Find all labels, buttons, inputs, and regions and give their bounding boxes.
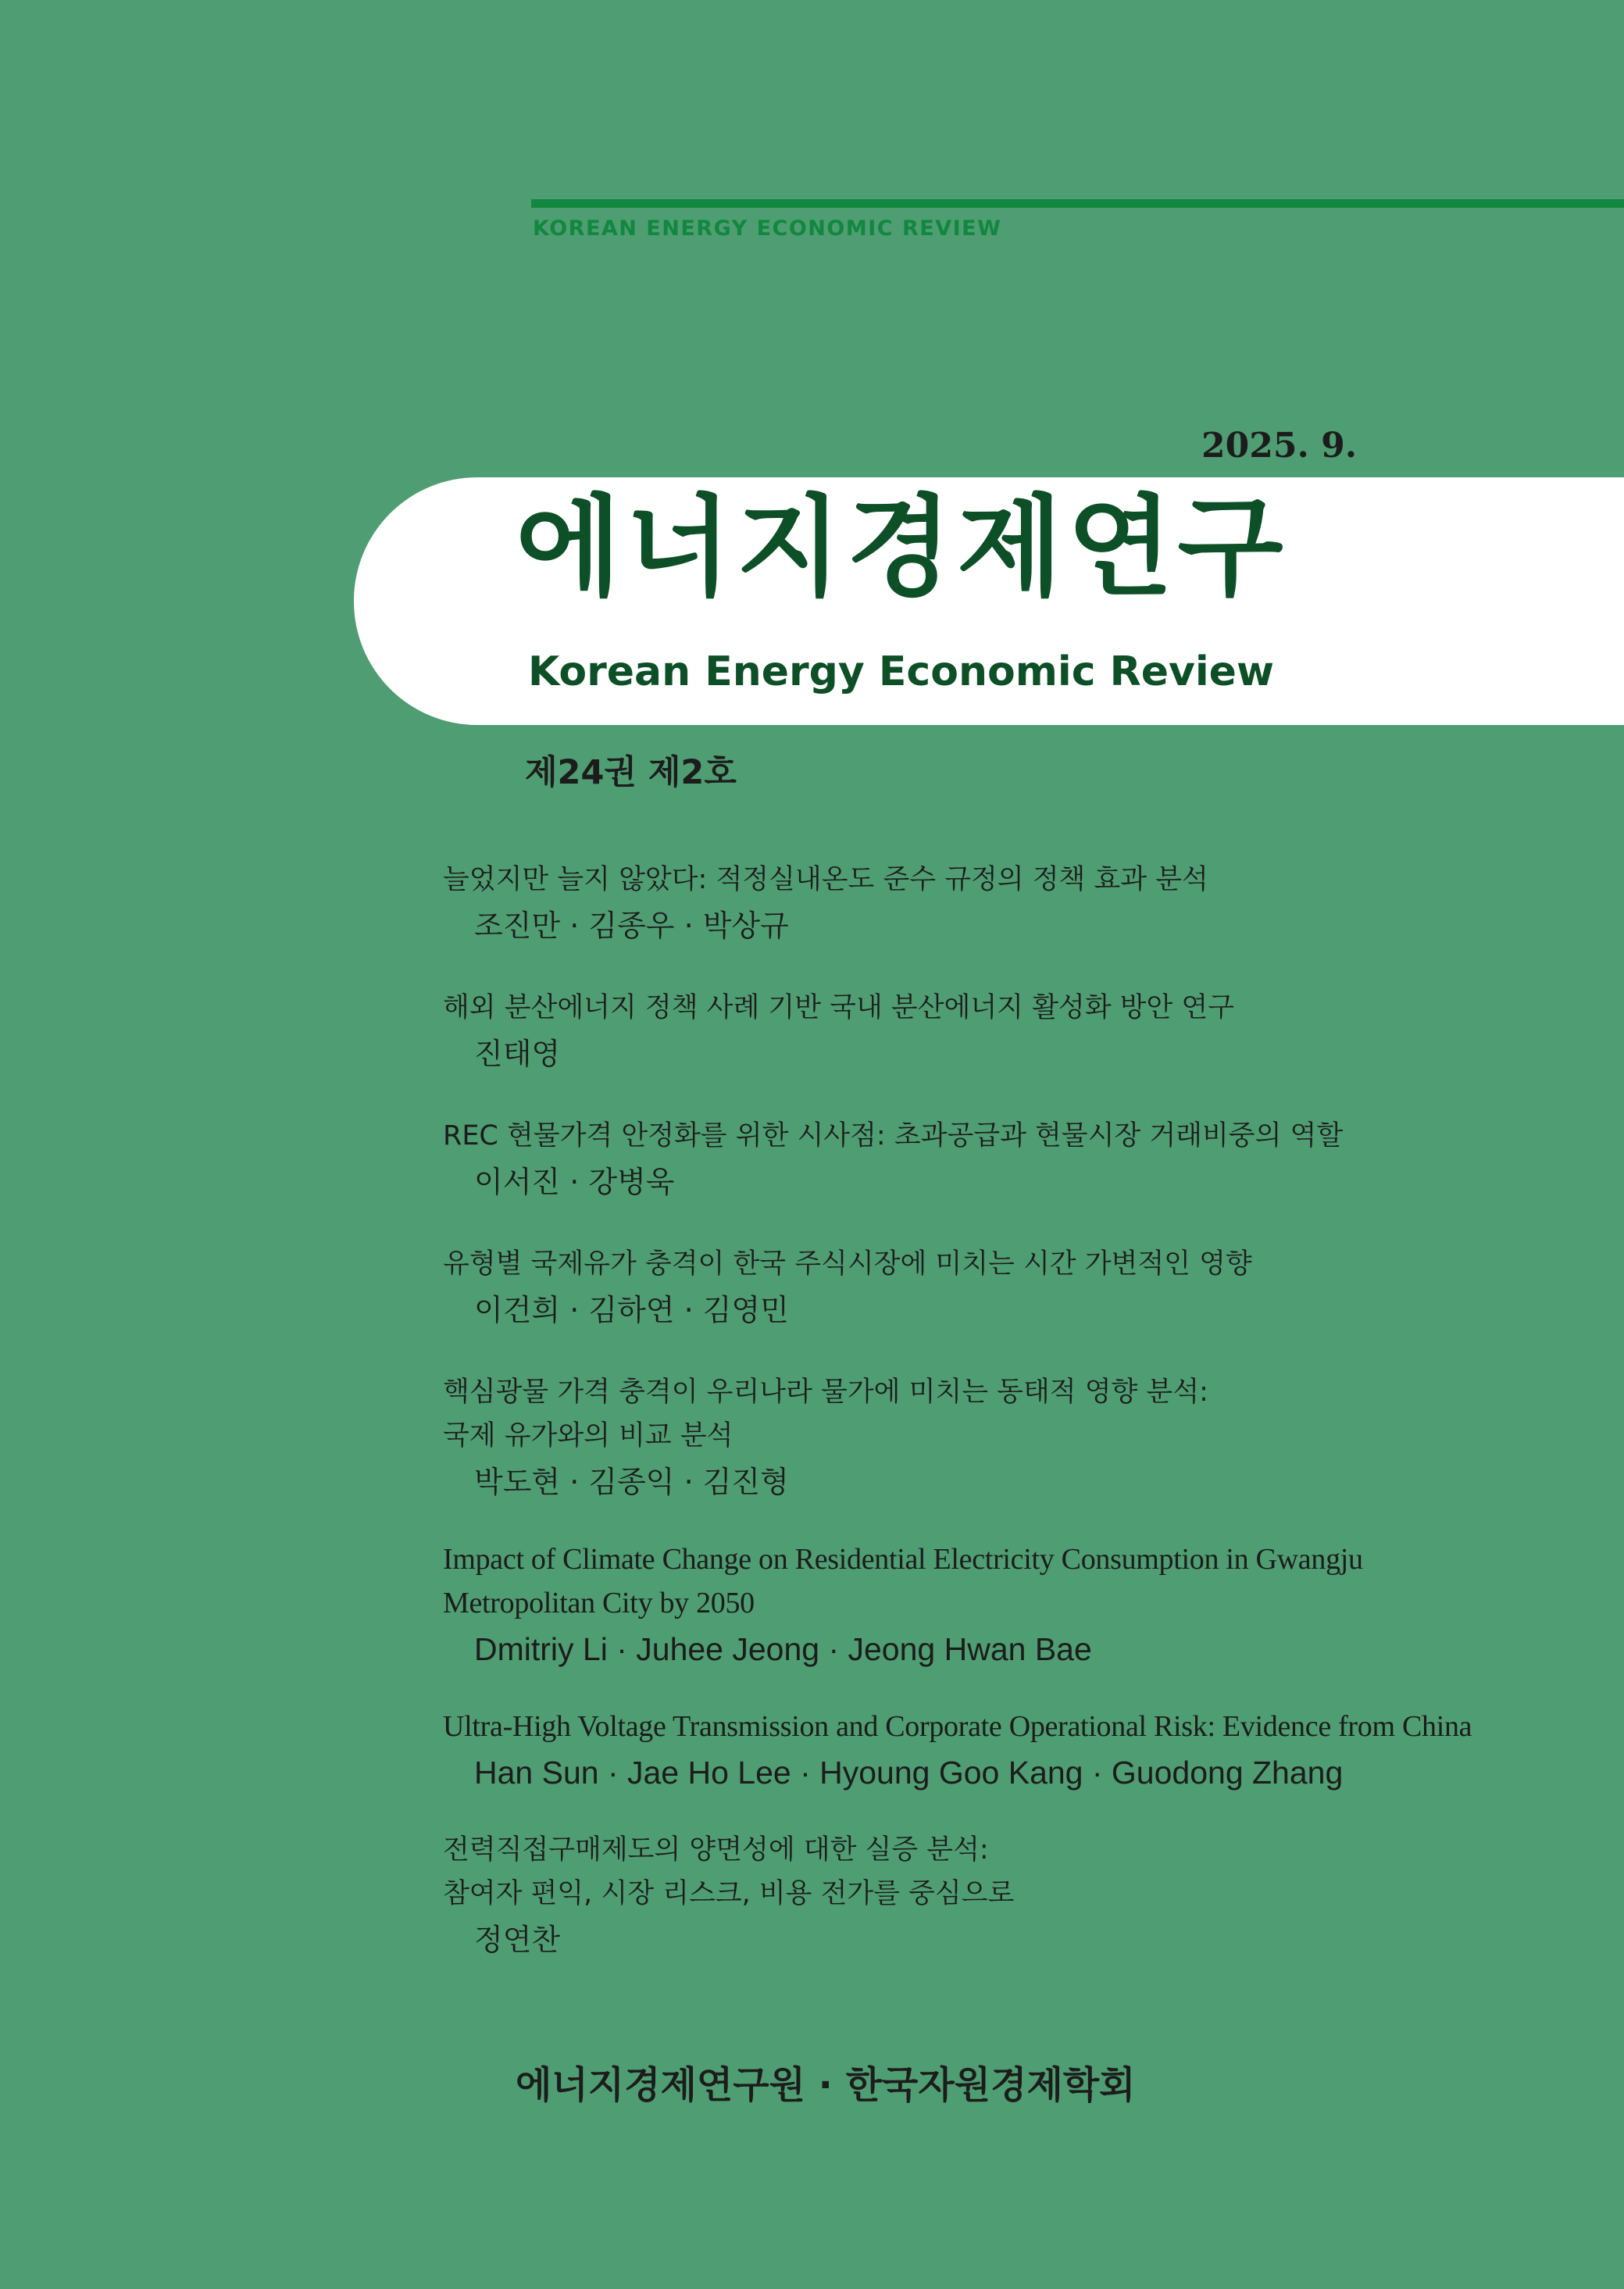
article-title-line-2: 참여자 편익, 시장 리스크, 비용 전가를 중심으로 bbox=[443, 1878, 1015, 1909]
article-7 bbox=[443, 1705, 1599, 1797]
top-accent-rule bbox=[531, 199, 1624, 208]
article-title-line-2: Metropolitan City by 2050 bbox=[443, 1587, 755, 1619]
article-5 bbox=[443, 1370, 1599, 1506]
article-6 bbox=[443, 1537, 1599, 1673]
publisher: 에너지경제연구원 · 한국자원경제학회 bbox=[516, 2063, 1136, 2107]
article-authors: 이건희 · 김하연 · 김영민 bbox=[474, 1293, 789, 1327]
article-title: 해외 분산에너지 정책 사례 기반 국내 분산에너지 활성화 방안 연구 bbox=[443, 992, 1235, 1023]
volume-issue: 제24권 제2호 bbox=[525, 753, 737, 792]
article-4 bbox=[443, 1242, 1599, 1334]
journal-title-korean: 에너지경제연구 bbox=[516, 484, 1288, 612]
article-title: 유형별 국제유가 충격이 한국 주식시장에 미치는 시간 가변적인 영향 bbox=[443, 1248, 1252, 1280]
issue-date: 2025. 9. bbox=[1201, 426, 1358, 466]
article-authors: 조진만 · 김종우 · 박상규 bbox=[474, 909, 789, 943]
series-title: KOREAN ENERGY ECONOMIC REVIEW bbox=[533, 216, 1002, 241]
article-title-line-1: 핵심광물 가격 충격이 우리나라 물가에 미치는 동태적 영향 분석: bbox=[443, 1377, 1208, 1408]
article-8 bbox=[443, 1828, 1599, 1964]
article-authors: 정연찬 bbox=[474, 1923, 561, 1957]
article-authors: 이서진 · 강병욱 bbox=[474, 1165, 675, 1199]
article-3 bbox=[443, 1114, 1599, 1206]
article-authors: 박도현 · 김종익 · 김진형 bbox=[474, 1465, 789, 1499]
article-authors: 진태영 bbox=[474, 1037, 561, 1071]
article-title-line-1: 전력직접구매제도의 양면성에 대한 실증 분석: bbox=[443, 1834, 989, 1866]
article-title-line-1: Impact of Climate Change on Residential Electricity Consumption in Gwangju bbox=[443, 1543, 1363, 1576]
journal-title-english: Korean Energy Economic Review bbox=[528, 648, 1274, 695]
article-authors: Dmitriy Li · Juhee Jeong · Jeong Hwan Bae bbox=[474, 1631, 1092, 1667]
article-title: 늘었지만 늘지 않았다: 적정실내온도 준수 규정의 정책 효과 분석 bbox=[443, 864, 1208, 895]
table-of-contents bbox=[443, 858, 1599, 1964]
article-2 bbox=[443, 986, 1599, 1078]
article-title: Ultra-High Voltage Transmission and Corporate Operational Risk: Evidence from China bbox=[443, 1710, 1472, 1743]
article-title-line-2: 국제 유가와의 비교 분석 bbox=[443, 1420, 733, 1452]
article-1 bbox=[443, 858, 1599, 950]
article-authors: Han Sun · Jae Ho Lee · Hyoung Goo Kang · Guodong Zhang bbox=[474, 1755, 1344, 1791]
article-title: REC 현물가격 안정화를 위한 시사점: 초과공급과 현물시장 거래비중의 역할 bbox=[443, 1120, 1344, 1152]
